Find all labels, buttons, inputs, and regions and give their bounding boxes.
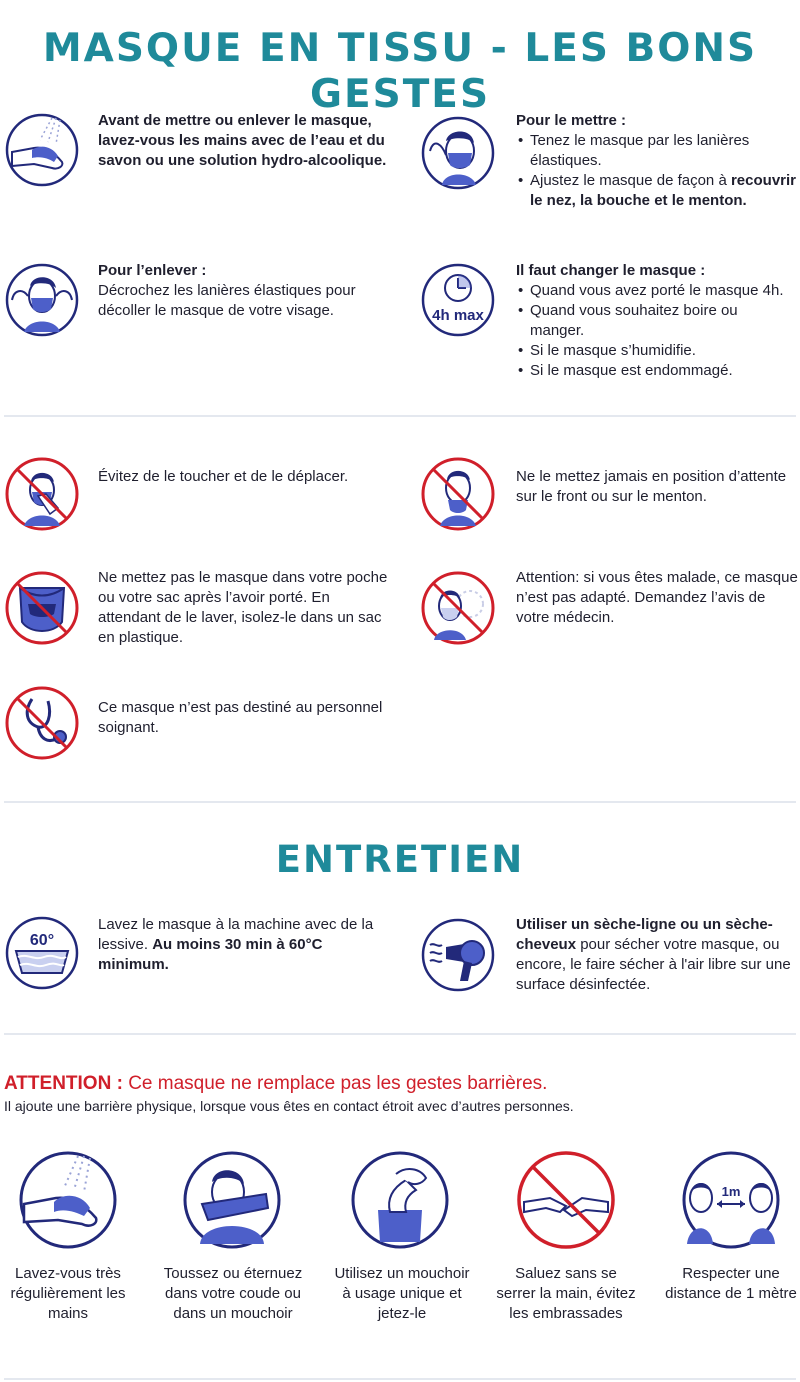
no-handshake-icon xyxy=(516,1150,616,1250)
machine-wash-bold: Au moins 30 min à 60°C minimum. xyxy=(98,936,323,973)
sick-warning-text: Attention: si vous êtes malade, ce masque n’est pas adapté. Demandez l’avis de votre médecin. xyxy=(516,569,798,626)
caption-cough: Toussez ou éternuez dans votre coude ou dans un mouchoir xyxy=(163,1265,303,1322)
put-on-title: Pour le mettre : xyxy=(516,112,627,129)
change-bullet-3: • Si le masque s’humidifie. xyxy=(516,341,798,361)
remove-mask-icon xyxy=(4,262,80,338)
change-block xyxy=(516,261,798,381)
machine-wash-text xyxy=(98,915,388,975)
not-medical-text: Ce masque n’est pas destiné au personnel soignant. xyxy=(98,699,383,736)
caption-distance: Respecter une distance de 1 mètre xyxy=(665,1265,797,1302)
no-wait-position-text: Ne le mettez jamais en position d’attente sur le front ou sur le menton. xyxy=(516,468,787,505)
no-chin-position-icon xyxy=(420,456,496,532)
change-title: Il faut changer le masque : xyxy=(516,262,706,279)
four-hour-timer-icon xyxy=(420,262,496,338)
entretien-title: ENTRETIEN xyxy=(275,838,525,881)
hair-dryer-icon xyxy=(420,917,496,993)
remove-text: Décrochez les lanières élastiques pour décoller le masque de votre visage. xyxy=(98,282,356,319)
put-on-bullet-1: • Tenez le masque par les lanières élastiques. xyxy=(516,131,796,171)
separator xyxy=(4,415,796,417)
no-pocket-text: Ne mettez pas le masque dans votre poche ou votre sac après l’avoir porté. En attendant de le laver, isolez-le dans un sac en plastique. xyxy=(98,569,388,646)
remove-block xyxy=(98,261,388,321)
no-pocket-icon xyxy=(4,570,80,646)
stethoscope-icon xyxy=(4,685,80,761)
distance-one-meter-icon xyxy=(681,1150,781,1250)
remove-title: Pour l’enlever : xyxy=(98,262,207,279)
separator xyxy=(4,1033,796,1035)
distance-label: 1m xyxy=(721,1184,741,1199)
separator xyxy=(4,801,796,803)
change-bullet-1: • Quand vous avez porté le masque 4h. xyxy=(516,281,798,301)
four-hour-label: 4h max xyxy=(432,307,484,324)
no-touch-mask-icon xyxy=(4,456,80,532)
tissue-icon xyxy=(350,1150,450,1250)
put-on-mask-icon xyxy=(420,115,496,191)
cough-elbow-icon xyxy=(182,1150,282,1250)
change-bullet-4: • Si le masque est endommagé. xyxy=(516,361,798,381)
wash-instruction: Avant de mettre ou enlever le masque, lavez-vous les mains avec de l’eau et du savon ou une solution hydro-alcoolique. xyxy=(98,112,387,169)
caption-wash-hands: Lavez-vous très régulièrement les mains xyxy=(10,1265,126,1322)
attention-text: Ce masque ne remplace pas les gestes barrières. xyxy=(128,1073,548,1094)
dry-text xyxy=(516,915,798,995)
attention-headline xyxy=(4,1072,547,1096)
put-on-bullet-2-bold: recouvrir le nez, la bouche et le menton. xyxy=(530,172,797,209)
no-touch-text: Évitez de le toucher et de le déplacer. xyxy=(98,468,349,485)
page-title: MASQUE EN TISSU - LES BONS GESTES xyxy=(42,26,758,117)
hand-wash-icon xyxy=(4,112,80,188)
hand-wash-icon xyxy=(18,1150,118,1250)
attention-label: ATTENTION : xyxy=(4,1073,123,1094)
put-on-block xyxy=(516,111,796,211)
machine-wash-pre: Lavez le masque à la machine avec de la lessive. xyxy=(98,916,374,953)
attention-subtext: Il ajoute une barrière physique, lorsque vous êtes en contact étroit avec d’autres personnes. xyxy=(4,1098,574,1114)
sick-person-icon xyxy=(420,570,496,646)
put-on-bullet-2-text: Ajustez le masque de façon à xyxy=(530,172,727,189)
put-on-bullet-2 xyxy=(516,171,796,211)
wash-temp-label: 60° xyxy=(29,932,55,949)
separator xyxy=(4,1378,796,1380)
caption-tissue: Utilisez un mouchoir à usage unique et jetez-le xyxy=(334,1265,470,1322)
dry-post: pour sécher votre masque, ou encore, le faire sécher à l'air libre sur une surface désinfectée. xyxy=(516,936,791,993)
wash-60-degrees-icon xyxy=(4,915,80,991)
dry-bold: Utiliser un sèche-ligne ou un sèche-cheveux xyxy=(516,916,773,953)
change-bullet-2: • Quand vous souhaitez boire ou manger. xyxy=(516,301,798,341)
caption-greet: Saluez sans se serrer la main, évitez les embrassades xyxy=(496,1265,636,1322)
